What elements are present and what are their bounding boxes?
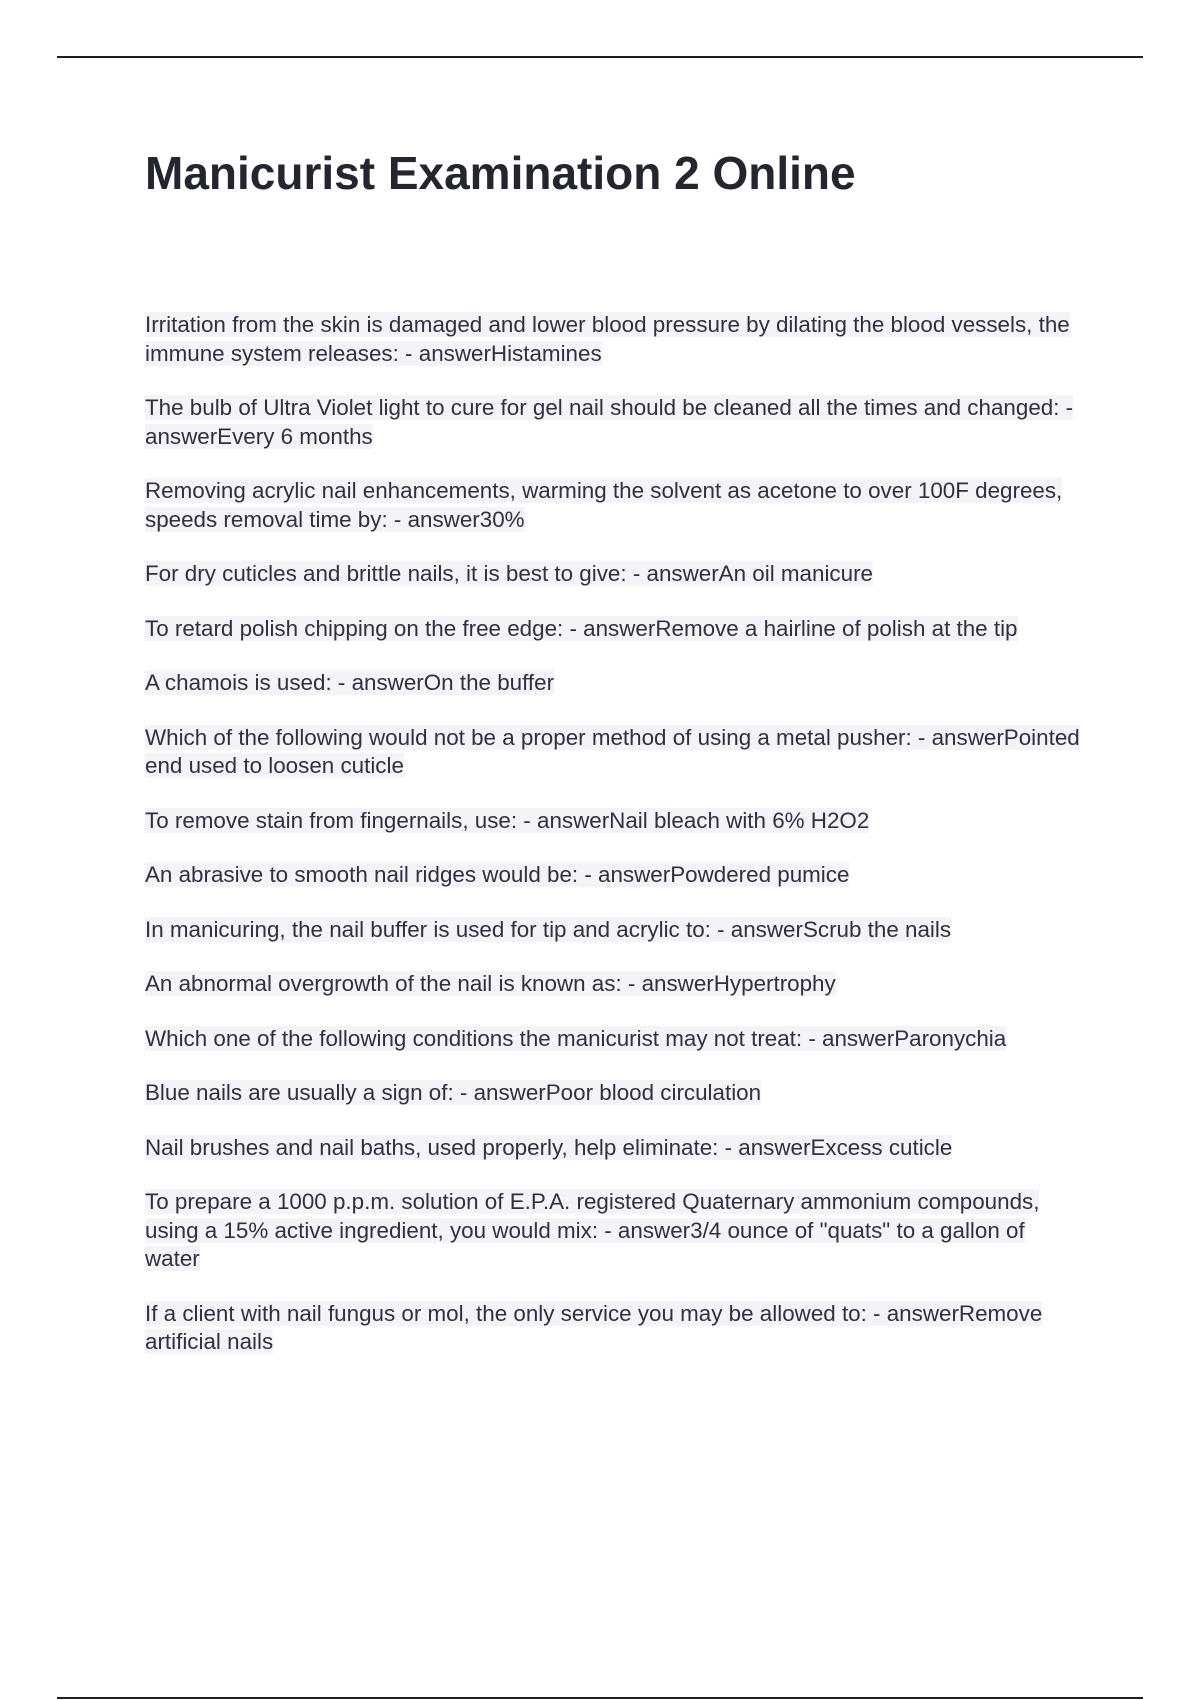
qa-text: Which of the following would not be a proper method of using a metal pusher: - answerPointed end used to loosen cuticle <box>145 724 1080 778</box>
qa-item <box>145 970 1085 999</box>
qa-text: Irritation from the skin is damaged and lower blood pressure by dilating the blood vessels, the immune system releases: - answerHistamines <box>145 312 1070 366</box>
qa-text: In manicuring, the nail buffer is used for tip and acrylic to: - answerScrub the nails <box>145 916 952 942</box>
qa-item <box>145 807 1085 836</box>
qa-text: Blue nails are usually a sign of: - answerPoor blood circulation <box>145 1080 762 1105</box>
qa-text: The bulb of Ultra Violet light to cure for gel nail should be cleaned all the times and changed: - answerEvery 6 months <box>145 395 1074 449</box>
qa-text: Which one of the following conditions the manicurist may not treat: - answerParonychia <box>145 1025 1007 1051</box>
qa-text: If a client with nail fungus or mol, the only service you may be allowed to: - answerRemove artificial nails <box>145 1300 1043 1354</box>
qa-item <box>145 916 1085 945</box>
qa-item <box>145 1134 1085 1163</box>
qa-text: A chamois is used: - answerOn the buffer <box>145 670 555 695</box>
qa-item <box>145 394 1085 451</box>
top-rule <box>57 56 1143 58</box>
qa-item <box>145 1025 1085 1054</box>
qa-item <box>145 560 1085 589</box>
qa-item <box>145 724 1085 781</box>
qa-item <box>145 1188 1085 1274</box>
bottom-rule <box>57 1697 1143 1699</box>
qa-item <box>145 311 1085 368</box>
qa-text: To prepare a 1000 p.p.m. solution of E.P.A. registered Quaternary ammonium compounds, using a 15% active ingredient, you would mix: - answer3/4 ounce of "quats" to a gallon of water <box>145 1189 1040 1271</box>
qa-text: An abrasive to smooth nail ridges would be: - answerPowdered pumice <box>145 862 850 887</box>
qa-text: To retard polish chipping on the free edge: - answerRemove a hairline of polish at the tip <box>145 615 1018 641</box>
qa-item <box>145 669 1085 698</box>
qa-item <box>145 477 1085 534</box>
qa-text: Nail brushes and nail baths, used properly, help eliminate: - answerExcess cuticle <box>145 1134 953 1160</box>
qa-text: To remove stain from fingernails, use: - answerNail bleach with 6% H2O2 <box>145 807 870 833</box>
page-title: Manicurist Examination 2 Online <box>145 147 856 199</box>
qa-item <box>145 1079 1085 1108</box>
qa-item <box>145 861 1085 890</box>
question-answer-list <box>145 311 1085 1383</box>
qa-item <box>145 1300 1085 1357</box>
qa-text: An abnormal overgrowth of the nail is known as: - answerHypertrophy <box>145 971 836 996</box>
qa-text: Removing acrylic nail enhancements, warming the solvent as acetone to over 100F degrees, speeds removal time by: - answer30% <box>145 478 1063 532</box>
qa-item <box>145 615 1085 644</box>
qa-text: For dry cuticles and brittle nails, it is best to give: - answerAn oil manicure <box>145 561 873 586</box>
